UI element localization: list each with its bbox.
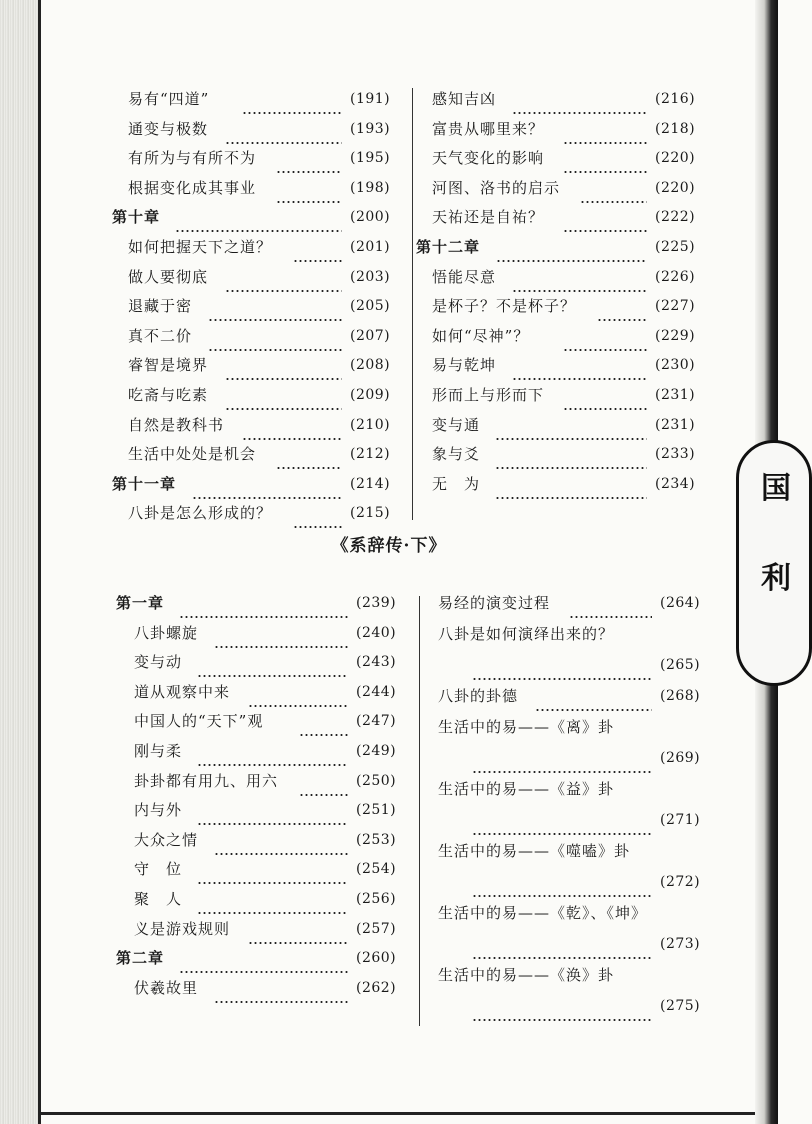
toc-leader-dots	[563, 202, 647, 232]
toc-page-number: (257)	[356, 920, 397, 937]
toc-entry-continuation	[0, 805, 778, 835]
toc-page-number: (212)	[350, 446, 391, 463]
toc-page-number: (220)	[655, 150, 696, 167]
toc-page-number: (218)	[655, 120, 696, 137]
stamp-glyph: 利	[761, 561, 791, 596]
toc-entry-title: 变与通	[432, 415, 481, 434]
toc-page-number: (191)	[350, 91, 391, 107]
toc-entry-title: 生活中的易——《乾》、《坤》	[438, 904, 648, 922]
toc-entry	[0, 410, 778, 440]
toc-entry-title: 道从观察中来	[134, 682, 231, 701]
toc-entry-title: 有所为与有所不为	[128, 149, 257, 168]
toc-entry	[0, 321, 778, 351]
toc-entry-title: 守 位	[134, 860, 183, 879]
toc-leader-dots	[563, 143, 647, 173]
toc-entry-title: 易有“四道”	[128, 90, 210, 108]
toc-entry-title: 天气变化的影响	[432, 149, 545, 168]
toc-page-number: (249)	[356, 743, 397, 759]
toc-entry-title: 自然是教科书	[128, 415, 225, 434]
toc-entry-title: 第二章	[116, 949, 165, 968]
toc-entry	[0, 262, 778, 292]
toc-leader-dots	[512, 262, 647, 292]
toc-chapter-entry	[0, 232, 778, 262]
toc-page-number: (229)	[655, 327, 696, 344]
toc-entry-title: 第十章	[112, 208, 161, 227]
toc-entry	[0, 143, 778, 173]
toc-page-number: (260)	[356, 950, 397, 967]
toc-leader-dots	[597, 291, 647, 321]
toc-page-number: (265)	[660, 657, 701, 673]
toc-entry	[0, 380, 778, 410]
toc-entry-title: 八卦的卦德	[438, 687, 519, 705]
toc-entry-title: 八卦是如何演绎出来的？	[438, 625, 615, 643]
toc-page-number: (209)	[350, 387, 391, 403]
toc-page-number: (227)	[655, 298, 696, 315]
toc-leader-dots	[535, 681, 652, 711]
toc-page-number: (205)	[350, 298, 391, 315]
toc-leader-dots	[563, 114, 647, 144]
toc-page-number: (231)	[655, 387, 696, 403]
toc-entry-title: 伏羲故里	[134, 978, 199, 997]
toc-entry-title: 无 为	[432, 474, 481, 493]
toc-page-number: (203)	[350, 268, 391, 285]
toc-entry-title: 吃斋与吃素	[128, 386, 209, 404]
toc-entry-continuation	[0, 929, 778, 959]
toc-page-number: (225)	[655, 239, 696, 255]
toc-leader-dots	[472, 743, 652, 773]
toc-entry	[0, 84, 778, 114]
toc-leader-dots	[496, 232, 647, 262]
toc-page-number: (230)	[655, 357, 696, 374]
toc-entry	[0, 681, 778, 711]
toc-entry	[0, 836, 778, 866]
toc-entry-title: 第十二章	[416, 238, 481, 256]
toc-page-number: (214)	[350, 475, 391, 492]
toc-entry-title: 第十一章	[112, 474, 177, 493]
toc-page-number: (264)	[660, 595, 701, 611]
toc-entry-title: 河图、洛书的启示	[432, 178, 561, 197]
toc-entry-title: 做人要彻底	[128, 267, 209, 286]
toc-entry	[0, 898, 778, 928]
toc-entry-title: 生活中的易——《噬嗑》卦	[438, 842, 631, 860]
toc-page-number: (271)	[660, 812, 701, 828]
toc-entry-title: 生活中的易——《益》卦	[438, 780, 615, 798]
toc-entry-title: 内与外	[134, 801, 183, 820]
toc-entry	[0, 291, 778, 321]
toc-entry-title: 八卦螺旋	[134, 623, 199, 642]
toc-page-number: (233)	[655, 446, 696, 463]
toc-entry-title: 变与动	[134, 653, 183, 672]
toc-entry	[0, 588, 778, 618]
toc-entry-title: 刚与柔	[134, 742, 183, 760]
toc-entry-title: 是杯子？不是杯子？	[432, 297, 577, 316]
toc-page-number: (262)	[356, 979, 397, 996]
toc-page-number: (269)	[660, 750, 701, 766]
toc-entry-title: 退藏于密	[128, 297, 193, 316]
toc-page-number: (216)	[655, 91, 696, 107]
toc-page-number: (243)	[356, 654, 397, 671]
toc-page-number: (251)	[356, 802, 397, 819]
toc-entry	[0, 712, 778, 742]
toc-entry-title: 根据变化成其事业	[128, 178, 257, 197]
toc-entry-title: 象与爻	[432, 445, 481, 464]
toc-entry-title: 生活中的易——《离》卦	[438, 718, 615, 736]
toc-entry-title: 大众之情	[134, 830, 199, 849]
toc-entry-title: 富贵从哪里来？	[432, 119, 545, 138]
toc-leader-dots	[512, 350, 647, 380]
toc-leader-dots	[512, 84, 647, 114]
toc-page-number: (275)	[660, 998, 701, 1014]
toc-entry	[0, 469, 778, 499]
toc-page-number: (201)	[350, 239, 391, 255]
toc-entry	[0, 114, 778, 144]
toc-page-number: (239)	[356, 595, 397, 611]
toc-entry	[0, 350, 778, 380]
toc-page-number: (253)	[356, 831, 397, 848]
toc-page-number: (222)	[655, 209, 696, 226]
toc-entry-title: 形而上与形而下	[432, 386, 545, 404]
toc-entry-title: 生活中的易——《涣》卦	[438, 966, 615, 984]
toc-leader-dots	[472, 929, 652, 959]
toc-entry-title: 易经的演变过程	[438, 594, 551, 612]
toc-leader-dots	[472, 867, 652, 897]
toc-leader-dots	[293, 498, 342, 528]
toc-entry-title: 通变与极数	[128, 119, 209, 138]
toc-page-number: (250)	[356, 772, 397, 789]
toc-entry-title: 悟能尽意	[432, 267, 497, 286]
toc-leader-dots	[563, 321, 647, 351]
toc-leader-dots	[495, 439, 647, 469]
toc-entry-title: 如何把握天下之道？	[128, 238, 273, 256]
toc-entry-continuation	[0, 867, 778, 897]
section-title: 《系辞传·下》	[331, 536, 447, 556]
toc-entry	[0, 202, 778, 232]
toc-entry-title: 睿智是境界	[128, 356, 209, 375]
toc-entry-title: 天祐还是自祐？	[432, 208, 545, 227]
toc-entry-title: 真不二价	[128, 326, 193, 345]
toc-page-number: (220)	[655, 179, 696, 196]
toc-page-number: (208)	[350, 357, 391, 374]
toc-page-number: (200)	[350, 209, 391, 226]
toc-entry-title: 聚 人	[134, 890, 183, 908]
toc-page-number: (210)	[350, 416, 391, 433]
toc-page-number: (240)	[356, 624, 397, 641]
toc-leader-dots	[472, 805, 652, 835]
toc-entry-title: 卦卦都有用九、用六	[134, 771, 279, 790]
toc-entry-title: 如何“尽神”？	[432, 326, 530, 345]
toc-leader-dots	[580, 173, 647, 203]
toc-entry-title: 易与乾坤	[432, 356, 497, 375]
scan-bottom-rule	[38, 1112, 755, 1115]
toc-leader-dots	[569, 588, 652, 618]
toc-page-number: (256)	[356, 891, 397, 907]
toc-leader-dots	[472, 991, 652, 1021]
toc-page-number: (247)	[356, 713, 397, 730]
toc-entry-title: 八卦是怎么形成的？	[128, 504, 273, 523]
toc-page-number: (215)	[350, 505, 391, 522]
toc-entry-continuation	[0, 650, 778, 680]
toc-page-number: (244)	[356, 683, 397, 700]
toc-entry	[0, 774, 778, 804]
toc-leader-dots	[563, 380, 647, 410]
toc-entry-title: 生活中处处是机会	[128, 445, 257, 464]
toc-entry	[0, 439, 778, 469]
toc-page-number: (195)	[350, 150, 391, 167]
toc-page-number: (207)	[350, 327, 391, 344]
toc-page-number: (254)	[356, 861, 397, 878]
toc-entry-continuation	[0, 743, 778, 773]
toc-leader-dots	[495, 469, 647, 499]
toc-entry	[0, 960, 778, 990]
toc-entry-title: 感知吉凶	[432, 90, 497, 108]
toc-entry	[0, 173, 778, 203]
toc-page-number: (226)	[655, 268, 696, 285]
toc-leader-dots	[472, 650, 652, 680]
toc-page-number: (234)	[655, 475, 696, 492]
toc-page-number: (198)	[350, 179, 391, 196]
toc-leader-dots	[495, 410, 647, 440]
toc-page-number: (193)	[350, 120, 391, 137]
toc-entry-title: 义是游戏规则	[134, 919, 231, 938]
toc-page-number: (268)	[660, 688, 701, 704]
toc-page-number: (272)	[660, 874, 701, 890]
stamp-glyph: 国	[761, 471, 791, 506]
toc-entry-title: 第一章	[116, 594, 165, 612]
toc-entry-title: 中国人的“天下”观	[134, 712, 264, 731]
toc-entry	[0, 498, 778, 528]
toc-entry-continuation	[0, 991, 778, 1021]
toc-entry	[0, 619, 778, 649]
toc-page-number: (273)	[660, 936, 701, 952]
toc-page-number: (231)	[655, 416, 696, 433]
